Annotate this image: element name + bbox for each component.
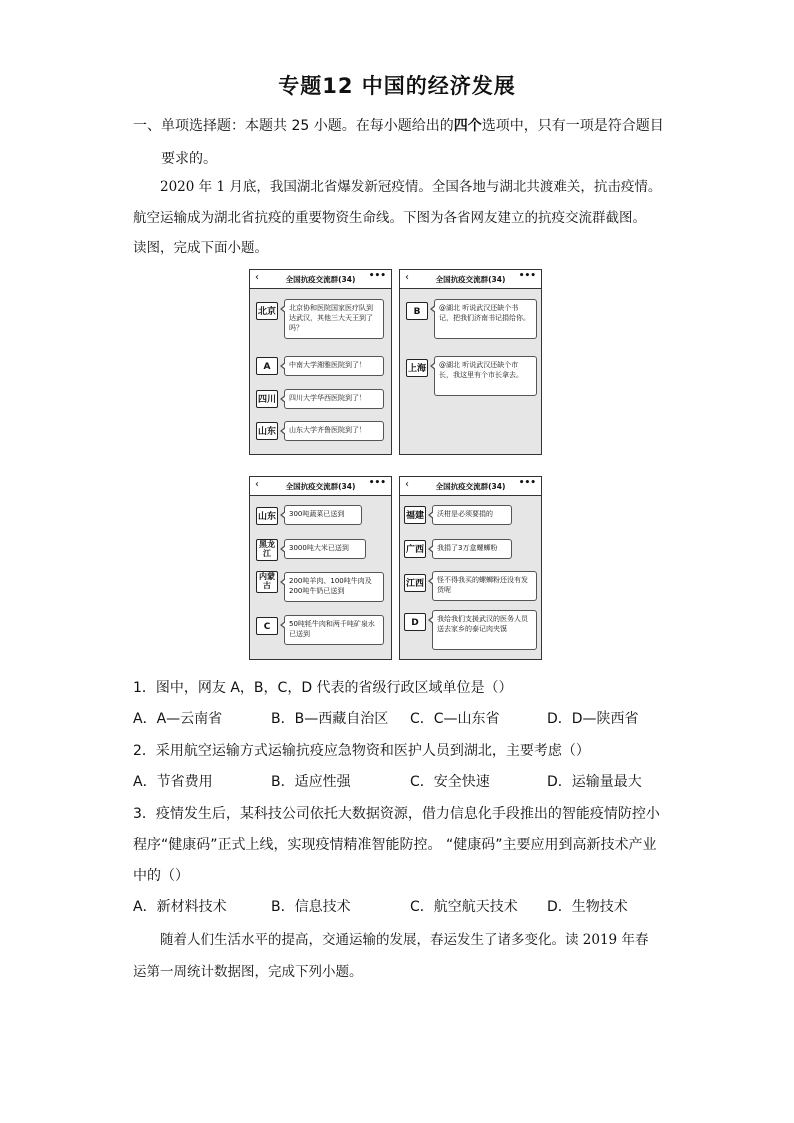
- avatar: B: [406, 302, 428, 320]
- question-2: 2．采用航空运输方式运输抗疫应急物资和医护人员到湖北，主要考虑（）: [133, 743, 590, 759]
- chat-bubble: 3000吨大米已送到: [284, 539, 366, 559]
- option-a[interactable]: A．节省费用: [133, 774, 213, 790]
- question-3-line-3: 中的（）: [133, 868, 189, 884]
- avatar: A: [256, 357, 278, 375]
- chat-screenshot-4: [399, 476, 542, 660]
- chat-bubble: 怪不得我买的螺蛳粉还没有发货呢: [432, 571, 537, 601]
- chat-bubble: 我捐了3万盒螺蛳粉: [432, 539, 512, 559]
- option-a[interactable]: A．新材料技术: [133, 899, 227, 915]
- option-b[interactable]: B．信息技术: [271, 899, 351, 915]
- page-title: 专题12 中国的经济发展: [278, 74, 516, 98]
- chat-bubble: 沃柑是必须要捐的: [432, 505, 512, 525]
- avatar: D: [404, 613, 426, 631]
- section-text-emph: 四个: [453, 118, 482, 134]
- avatar: 上海: [406, 359, 428, 377]
- intro-line-1: 2020 年 1 月底，我国湖北省爆发新冠疫情。全国各地与湖北共渡难关，抗击疫情。: [160, 179, 662, 195]
- chat-header: [400, 477, 541, 496]
- chat-bubble: 300吨蔬菜已送到: [284, 505, 362, 525]
- option-c[interactable]: C．安全快速: [410, 774, 490, 790]
- chat-bubble: 山东大学齐鲁医院到了！: [284, 421, 384, 441]
- avatar: 内蒙古: [256, 571, 278, 593]
- outro-line-2: 运第一周统计数据图，完成下列小题。: [133, 964, 363, 980]
- avatar: 广西: [404, 540, 426, 558]
- chat-bubble: @湖北 听说武汉还缺个书记，把我们济南书记捐给你。: [434, 299, 537, 339]
- option-d[interactable]: D．运输量最大: [547, 774, 642, 790]
- chevron-left-icon: ‹: [255, 479, 259, 490]
- avatar: 四川: [256, 390, 278, 408]
- outro-line-1: 随着人们生活水平的提高，交通运输的发展，春运发生了诸多变化。读 2019 年春: [160, 932, 649, 948]
- avatar: 黑龙江: [256, 539, 278, 561]
- chevron-left-icon: ‹: [255, 272, 259, 283]
- question-1: 1．图中，网友 A，B，C，D 代表的省级行政区域单位是（）: [133, 680, 513, 696]
- chat-bubble: 200吨羊肉、100吨牛肉及200吨牛奶已送到: [284, 572, 384, 602]
- chat-header: [400, 270, 541, 289]
- option-b[interactable]: B．B—西藏自治区: [271, 711, 389, 727]
- avatar: 江西: [404, 574, 426, 592]
- option-d[interactable]: D．D—陕西省: [547, 711, 639, 727]
- avatar: C: [256, 617, 278, 635]
- chevron-left-icon: ‹: [405, 272, 409, 283]
- chat-bubble: 50吨牦牛肉和两千吨矿泉水已送到: [284, 615, 384, 645]
- chat-bubble: 我给我们支援武汉的医务人员送去家乡的泰记肉夹馍: [432, 610, 537, 650]
- question-3: [133, 799, 693, 892]
- chevron-left-icon: ‹: [405, 479, 409, 490]
- chat-bubble: 中南大学湘雅医院到了！: [284, 356, 384, 376]
- chat-title: 全国抗疫交流群(34): [285, 482, 356, 491]
- intro-line-3: 读图，完成下面小题。: [133, 240, 268, 256]
- question-2-options: [133, 767, 693, 798]
- option-b[interactable]: B．适应性强: [271, 774, 351, 790]
- question-3-line-2: 程序“健康码”正式上线，实现疫情精准智能防控。 “健康码”主要应用到高新技术产业: [133, 837, 657, 853]
- chat-header: [250, 270, 391, 289]
- option-c[interactable]: C．C—山东省: [410, 711, 500, 727]
- avatar: 北京: [256, 302, 278, 320]
- more-dots-icon: •••: [368, 271, 386, 281]
- chat-title: 全国抗疫交流群(34): [285, 275, 356, 284]
- chat-bubble: 四川大学华西医院到了！: [284, 389, 384, 409]
- chat-title: 全国抗疫交流群(34): [435, 275, 506, 284]
- avatar: 山东: [256, 422, 278, 440]
- chat-header: [250, 477, 391, 496]
- question-3-options: [133, 892, 693, 923]
- outro-paragraph: [133, 924, 673, 988]
- avatar: 福建: [404, 506, 426, 524]
- option-a[interactable]: A．A—云南省: [133, 711, 223, 727]
- chat-bubble: @湖北 听说武汉还缺个市长，我这里有个市长拿去。: [434, 356, 537, 396]
- section-text-c: 选项中，只有一项是符合题目: [481, 118, 664, 134]
- more-dots-icon: •••: [518, 478, 536, 488]
- intro-paragraph: [133, 172, 673, 264]
- chat-title: 全国抗疫交流群(34): [435, 482, 506, 491]
- question-3-line-1: 3．疫情发生后，某科技公司依托大数据资源，借力信息化手段推出的智能疫情防控小: [133, 806, 660, 822]
- option-d[interactable]: D．生物技术: [547, 899, 628, 915]
- section-text-line2: 要求的。: [161, 151, 217, 167]
- more-dots-icon: •••: [518, 271, 536, 281]
- question-1-options: [133, 704, 693, 735]
- more-dots-icon: •••: [368, 478, 386, 488]
- option-c[interactable]: C．航空航天技术: [410, 899, 518, 915]
- avatar: 山东: [256, 507, 278, 525]
- chat-screenshot-2: [399, 269, 542, 455]
- chat-bubble: 北京协和医院国家医疗队到达武汉，其他三大天王到了吗？: [284, 299, 384, 339]
- section-text-a: 一、单项选择题：本题共 25 小题。在每小题给出的: [133, 118, 454, 134]
- section-heading: [133, 110, 673, 176]
- chat-screenshot-1: [249, 269, 392, 455]
- intro-line-2: 航空运输成为湖北省抗疫的重要物资生命线。下图为各省网友建立的抗疫交流群截图。: [133, 209, 646, 226]
- chat-screenshot-3: [249, 476, 392, 660]
